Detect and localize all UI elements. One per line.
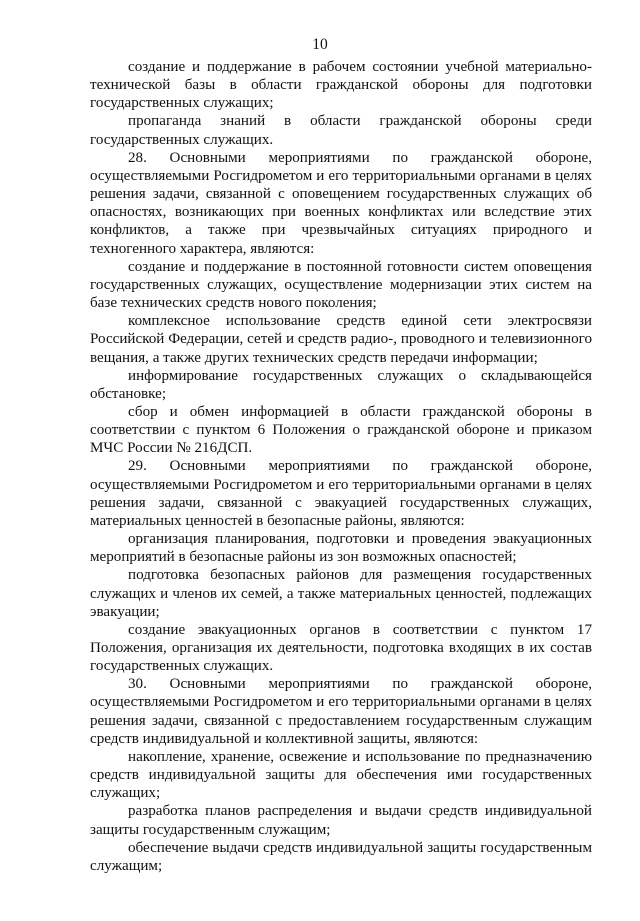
page-number: 10 <box>312 36 328 53</box>
paragraph: пропаганда знаний в области гражданской обороны среди государственных служащих. <box>90 113 592 148</box>
paragraph: информирование государственных служащих о складывающейся обстановке; <box>90 367 592 402</box>
paragraph: организация планирования, подготовки и проведения эвакуационных мероприятий в безопасные районы из зон возможных опасностей; <box>90 531 592 566</box>
paragraph: 30. Основными мероприятиями по гражданской обороне, осуществляемыми Росгидрометом и его территориальными органами в целях решения задачи, связанной с предоставлением государственным служащим средств индивидуальной и коллективной защиты, являются: <box>90 676 592 747</box>
paragraph: создание и поддержание в рабочем состоянии учебной материально-технической базы в области гражданской обороны для подготовки государственных служащих; <box>90 59 592 112</box>
paragraph: накопление, хранение, освежение и использование по предназначению средств индивидуальной защиты для обеспечения ими государственных служащих; <box>90 748 592 802</box>
paragraph: разработка планов распределения и выдачи средств индивидуальной защиты государственным служащим; <box>90 803 592 838</box>
paragraph: создание и поддержание в постоянной готовности систем оповещения государственных служащих, осуществление модернизации этих систем на базе технических средств нового поколения; <box>90 258 592 312</box>
document-body <box>90 58 592 875</box>
paragraph: обеспечение выдачи средств индивидуальной защиты государственным служащим; <box>90 839 592 874</box>
paragraph: подготовка безопасных районов для размещения государственных служащих и членов их семей, а также материальных ценностей, подлежащих эвакуации; <box>90 567 592 620</box>
paragraph: 28. Основными мероприятиями по гражданской обороне, осуществляемыми Росгидрометом и его территориальными органами в целях решения задачи, связанной с оповещением государственных служащих об опасностях, возникающих при военных конфликтах или вследствие этих конфликтов, а также при чрезвычайных ситуациях природного и техногенного характера, являются: <box>90 149 592 257</box>
paragraph: создание эвакуационных органов в соответствии с пунктом 17 Положения, организация их деятельности, подготовка входящих в их состав государственных служащих. <box>90 621 592 675</box>
paragraph: сбор и обмен информацией в области гражданской обороны в соответствии с пунктом 6 Положения о гражданской обороне и приказом МЧС России № 216ДСП. <box>90 403 592 457</box>
paragraph: 29. Основными мероприятиями по гражданской обороне, осуществляемыми Росгидрометом и его территориальными органами в целях решения задачи, связанной с эвакуацией государственных служащих, материальных ценностей в безопасные районы, являются: <box>90 458 592 529</box>
paragraph: комплексное использование средств единой сети электросвязи Российской Федерации, сетей и средств радио-, проводного и телевизионного вещания, а также других технических средств передачи информации; <box>90 313 592 366</box>
